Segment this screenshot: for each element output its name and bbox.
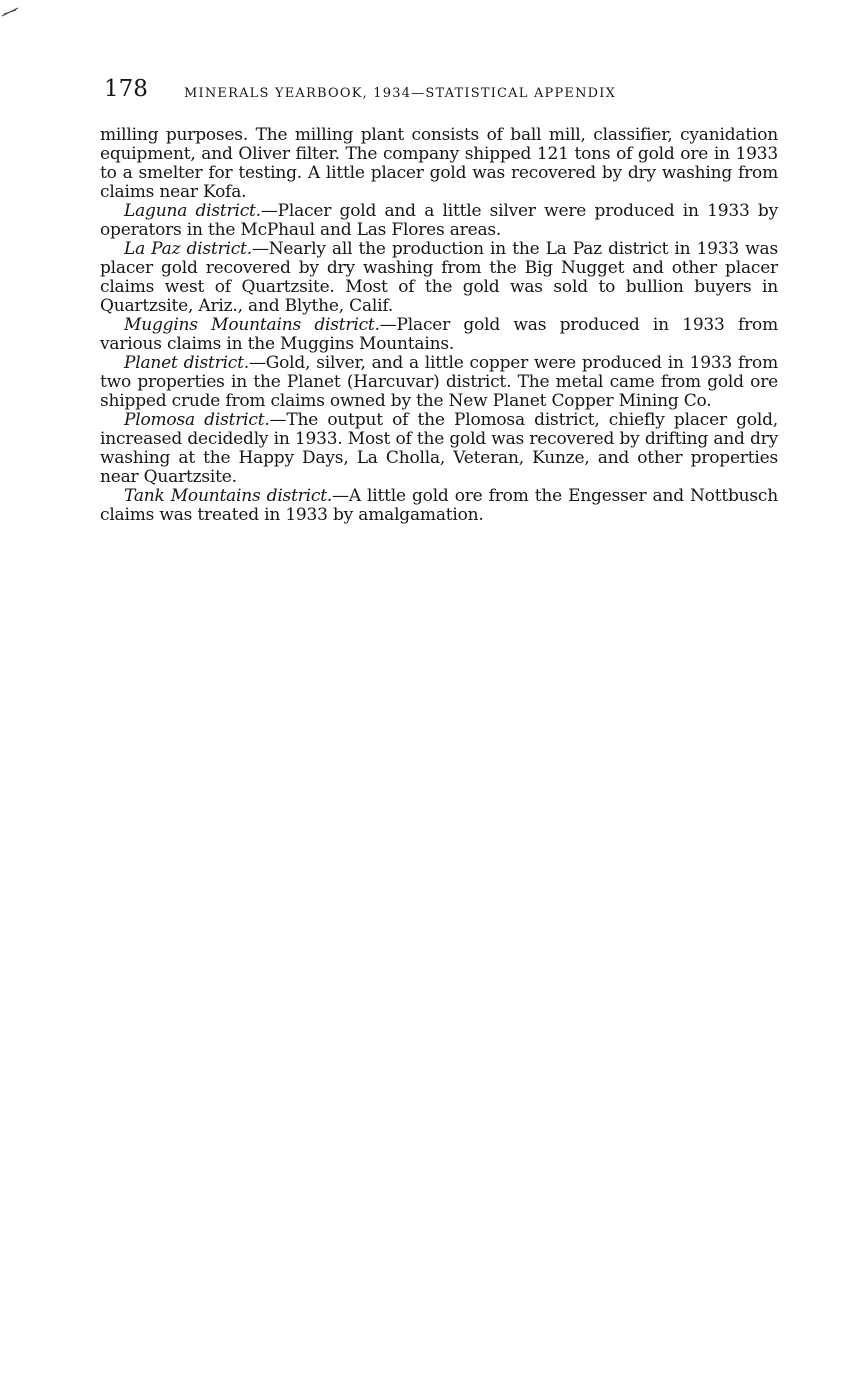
paragraph-text: —A little gold ore from the Engesser and Nottbusch claims was treated in 1933 by amalgamation. [100, 486, 778, 525]
paragraph-plomosa-district [100, 411, 778, 487]
paragraph-laguna-district [100, 202, 778, 240]
paragraph-la-paz-district [100, 240, 778, 316]
paragraph-tank-mountains-district [100, 487, 778, 525]
scan-corner-mark [0, 0, 30, 20]
paragraph-planet-district [100, 354, 778, 411]
body-text [100, 126, 778, 525]
paragraph-muggins-mountains-district [100, 316, 778, 354]
paragraph-text: milling purposes. The milling plant consists of ball mill, classifier, cyanidation equipment, and Oliver filter. The company shipped 121 tons of gold ore in 1933 to a smelter for testing. A little placer gold was recovered by dry washing from claims near Kofa. [100, 125, 778, 202]
district-heading: Muggins Mountains district. [124, 315, 380, 335]
paragraph-continuation [100, 126, 778, 202]
page-number: 178 [104, 76, 148, 102]
running-head: MINERALS YEARBOOK, 1934—STATISTICAL APPENDIX [184, 86, 617, 101]
district-heading: La Paz district. [124, 239, 252, 259]
district-heading: Tank Mountains district. [124, 486, 333, 506]
paragraph-text: —Placer gold and a little silver were produced in 1933 by operators in the McPhaul and Las Flores areas. [100, 201, 778, 240]
paragraph-text: —Placer gold was produced in 1933 from various claims in the Muggins Mountains. [100, 315, 778, 354]
paragraph-text: —Nearly all the production in the La Paz district in 1933 was placer gold recovered by dry washing from the Big Nugget and other placer claims west of Quartzsite. Most of the gold was sold to bullion buyers in Quartzsite, Ariz., and Blythe, Calif. [100, 239, 778, 316]
paragraph-text: —Gold, silver, and a little copper were produced in 1933 from two properties in the Planet (Harcuvar) district. The metal came from gold ore shipped crude from claims owned by the New Planet Copper Mining Co. [100, 353, 778, 411]
district-heading: Laguna district. [124, 201, 261, 221]
district-heading: Planet district. [124, 353, 249, 373]
paragraph-text: —The output of the Plomosa district, chiefly placer gold, increased decidedly in 1933. Most of the gold was recovered by drifting and dry washing at the Happy Days, La Cholla, Veteran, Kunze, and other properties near Quartzsite. [100, 410, 778, 487]
district-heading: Plomosa district. [124, 410, 270, 430]
